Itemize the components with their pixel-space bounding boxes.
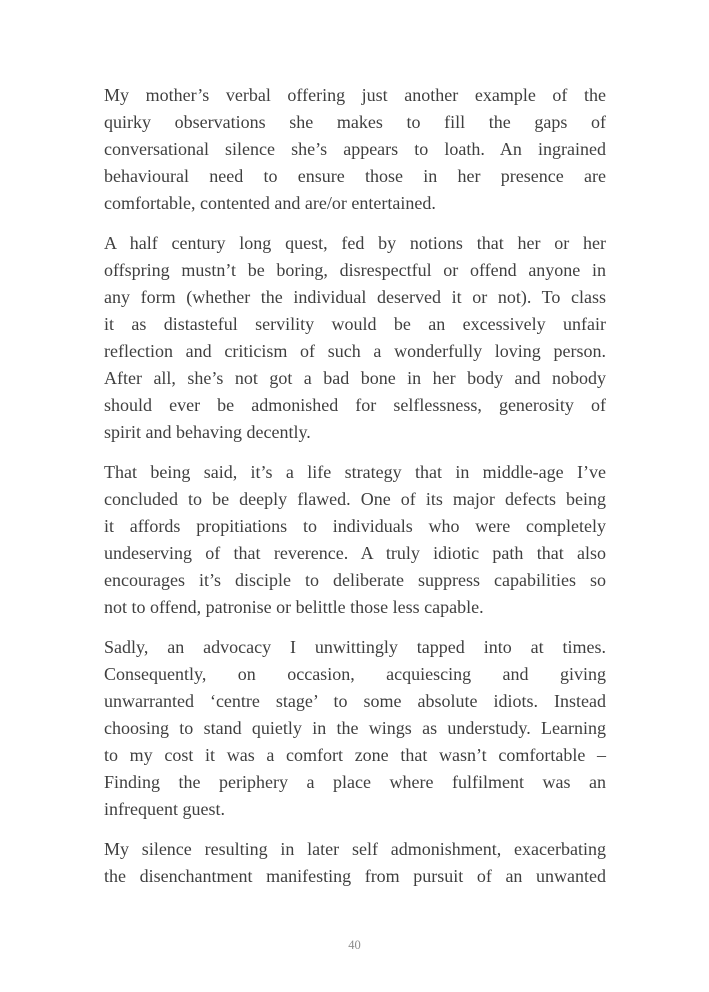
- text-line: choosing to stand quietly in the wings as understudy. Learning: [104, 718, 606, 738]
- text-line: it as distasteful servility would be an excessively unfair: [104, 314, 606, 334]
- text-line: unwarranted ‘centre stage’ to some absolute idiots. Instead: [104, 691, 606, 711]
- text-line: After all, she’s not got a bad bone in her body and nobody: [104, 368, 606, 388]
- paragraph: [104, 836, 606, 890]
- text-line: behavioural need to ensure those in her presence are: [104, 166, 606, 186]
- page-number: 40: [348, 938, 361, 952]
- text-line: comfortable, contented and are/or entertained.: [104, 193, 436, 213]
- text-line: it affords propitiations to individuals who were completely: [104, 516, 606, 536]
- text-line: offspring mustn’t be boring, disrespectful or offend anyone in: [104, 260, 606, 280]
- text-line: should ever be admonished for selflessness, generosity of: [104, 395, 606, 415]
- text-line: spirit and behaving decently.: [104, 422, 311, 442]
- page-footer: [0, 936, 709, 954]
- text-line: not to offend, patronise or belittle those less capable.: [104, 597, 484, 617]
- text-line: My mother’s verbal offering just another example of the: [104, 85, 606, 105]
- text-line: Sadly, an advocacy I unwittingly tapped into at times.: [104, 637, 606, 657]
- text-line: infrequent guest.: [104, 799, 225, 819]
- paragraph: [104, 459, 606, 621]
- text-line: conversational silence she’s appears to loath. An ingrained: [104, 139, 606, 159]
- text-line: Consequently, on occasion, acquiescing and giving: [104, 664, 606, 684]
- text-line: reflection and criticism of such a wonderfully loving person.: [104, 341, 606, 361]
- text-line: encourages it’s disciple to deliberate suppress capabilities so: [104, 570, 606, 590]
- paragraph: [104, 82, 606, 217]
- text-line: quirky observations she makes to fill the gaps of: [104, 112, 606, 132]
- text-line: A half century long quest, fed by notions that her or her: [104, 233, 606, 253]
- text-line: undeserving of that reverence. A truly idiotic path that also: [104, 543, 606, 563]
- text-line: Finding the periphery a place where fulfilment was an: [104, 772, 606, 792]
- text-line: My silence resulting in later self admonishment, exacerbating: [104, 839, 606, 859]
- page-text-block: [104, 82, 606, 903]
- paragraph: [104, 634, 606, 823]
- text-line: to my cost it was a comfort zone that wasn’t comfortable –: [104, 745, 606, 765]
- text-line: concluded to be deeply flawed. One of its major defects being: [104, 489, 606, 509]
- text-line: That being said, it’s a life strategy that in middle-age I’ve: [104, 462, 606, 482]
- text-line: the disenchantment manifesting from pursuit of an unwanted: [104, 866, 606, 886]
- paragraph: [104, 230, 606, 446]
- text-line: any form (whether the individual deserved it or not). To class: [104, 287, 606, 307]
